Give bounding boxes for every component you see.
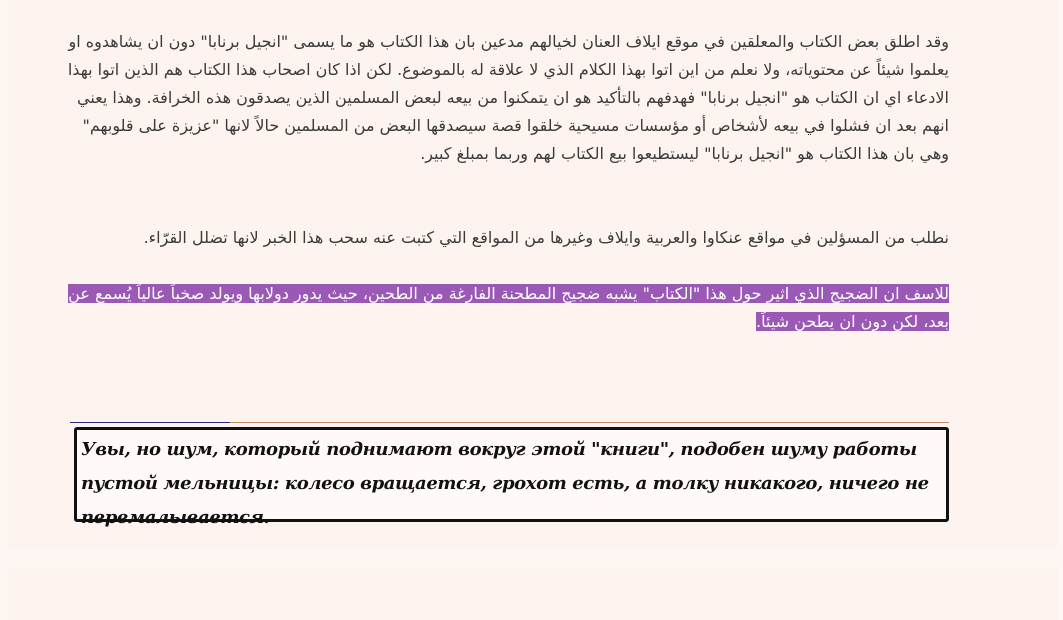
article-paragraph: نطلب من المسؤلين في مواقع عنكاوا والعربية وايلاف وغيرها من المواقع التي كتبت عنه سحب هذا الخبر لانها تضلل القرّاء. bbox=[143, 228, 949, 247]
text-selection-highlight[interactable]: للاسف ان الضجيج الذي اثير حول هذا "الكتاب" يشبه ضجيج المطحنة الفارغة من الطحين، حيث يدور دولابها ويولد صخباً عالياً يُسمع عن بعد، لكن دون ان يطحن شيئاً. bbox=[68, 284, 949, 331]
next-card bbox=[8, 568, 1058, 620]
highlighted-paragraph[interactable] bbox=[55, 280, 949, 336]
article-paragraph: وقد اطلق بعض الكتاب والمعلقين في موقع ايلاف العنان لخيالهم مدعين بان هذا الكتاب هو ما يسمى "انجيل برنابا" دون ان يشاهدوه او يعلموا شيئاً عن محتوياته، ولا نعلم من اين اتوا بهذا الكلام الذي لا علاقة له بالموضوع. لكن اذا كان اصحاب هذا الكتاب هم الذين اتوا بهذا الادعاء اي ان الكتاب هو "انجيل برنابا" فهدفهم بالتأكيد هو ان يتمكنوا من بيعه لبعض المسلمين الذين يصدقون هذه الخرافة. وهذا يعني انهم بعد ان فشلوا في بيعه لأشخاص أو مؤسسات مسيحية خلقوا قصة سيصدقها البعض من المسلمين حالاً لانها "عزيزة على قلوبهم" وهي بان هذا الكتاب هو "انجيل برنابا" ليستطيعوا بيع الكتاب لهم وربما بمبلغ كبير. bbox=[67, 32, 949, 163]
translation-popup bbox=[74, 427, 949, 528]
divider bbox=[70, 422, 949, 423]
article-body bbox=[55, 28, 949, 336]
translation-text: Увы, но шум, который поднимают вокруг этой "книги", подобен шуму работы пустой мельницы: колесо вращается, грохот есть, а толку никакого, ничего не перемалывается. bbox=[81, 439, 929, 528]
